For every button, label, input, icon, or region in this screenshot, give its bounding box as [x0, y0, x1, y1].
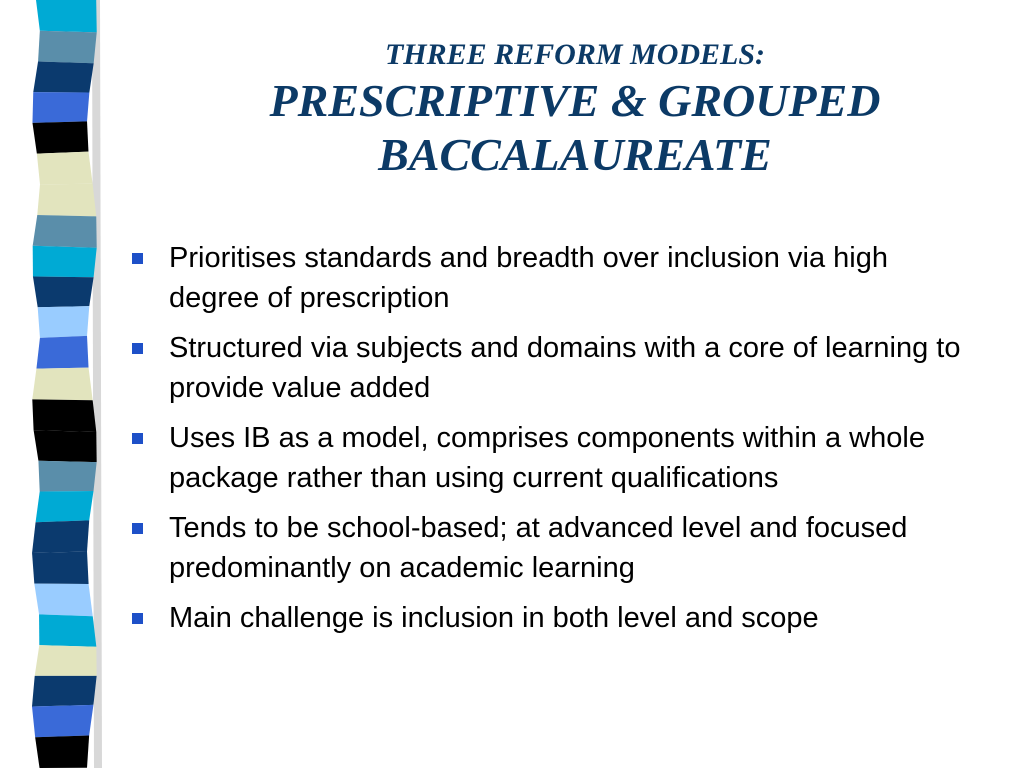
stripe-segment [38, 306, 90, 338]
stripe-segment [35, 735, 89, 768]
square-bullet-icon [132, 613, 143, 624]
stripe-segment [34, 584, 92, 617]
bullet-text: Main challenge is inclusion in both level and scope [169, 602, 819, 634]
stripe-segment [32, 705, 93, 737]
stripe-segment [32, 121, 88, 153]
slide-title [200, 36, 950, 182]
title-line-3: BACCALAUREATE [378, 129, 772, 180]
bullet-item [132, 328, 982, 408]
stripe-segment [37, 184, 96, 217]
stripe-segment [36, 491, 94, 522]
square-bullet-icon [132, 523, 143, 534]
stripe-segment [37, 152, 93, 185]
bullet-text: Prioritises standards and breadth over inclusion via high degree of prescription [169, 242, 888, 314]
stripe-segment [32, 551, 89, 584]
stripe-segment [32, 676, 97, 707]
stripe-segment [34, 430, 97, 462]
square-bullet-icon [132, 343, 143, 354]
bullet-text: Tends to be school-based; at advanced level and focused predominantly on academic learning [169, 512, 908, 584]
bullet-item [132, 508, 982, 588]
title-line-2: PRESCRIPTIVE & GROUPED [269, 75, 881, 126]
stripe-segment [38, 31, 97, 64]
stripe-segment [38, 461, 96, 492]
bullet-item [132, 238, 982, 318]
stripe-segment [32, 520, 89, 553]
stripe-segment [32, 399, 96, 432]
square-bullet-icon [132, 253, 143, 264]
bullet-text: Structured via subjects and domains with a core of learning to provide value added [169, 332, 961, 404]
stripe-segment [33, 215, 97, 248]
stripe-segment [36, 336, 88, 369]
stripe-segment [35, 645, 97, 676]
stripe-segment [33, 61, 93, 92]
striped-bar-decoration [0, 0, 118, 768]
stripe-segment [33, 276, 94, 307]
stripe-segment [32, 92, 89, 123]
bullet-text: Uses IB as a model, comprises components within a whole package rather than using current qualifications [169, 422, 925, 494]
square-bullet-icon [132, 433, 143, 444]
stripe-segment [33, 246, 97, 278]
stripe-segment [39, 614, 96, 646]
bullet-list [132, 238, 982, 648]
stripe-segment [36, 0, 97, 32]
bullet-item [132, 598, 982, 638]
bullet-item [132, 418, 982, 498]
stripe-segment [32, 368, 92, 401]
title-line-1: THREE REFORM MODELS: [384, 38, 766, 71]
